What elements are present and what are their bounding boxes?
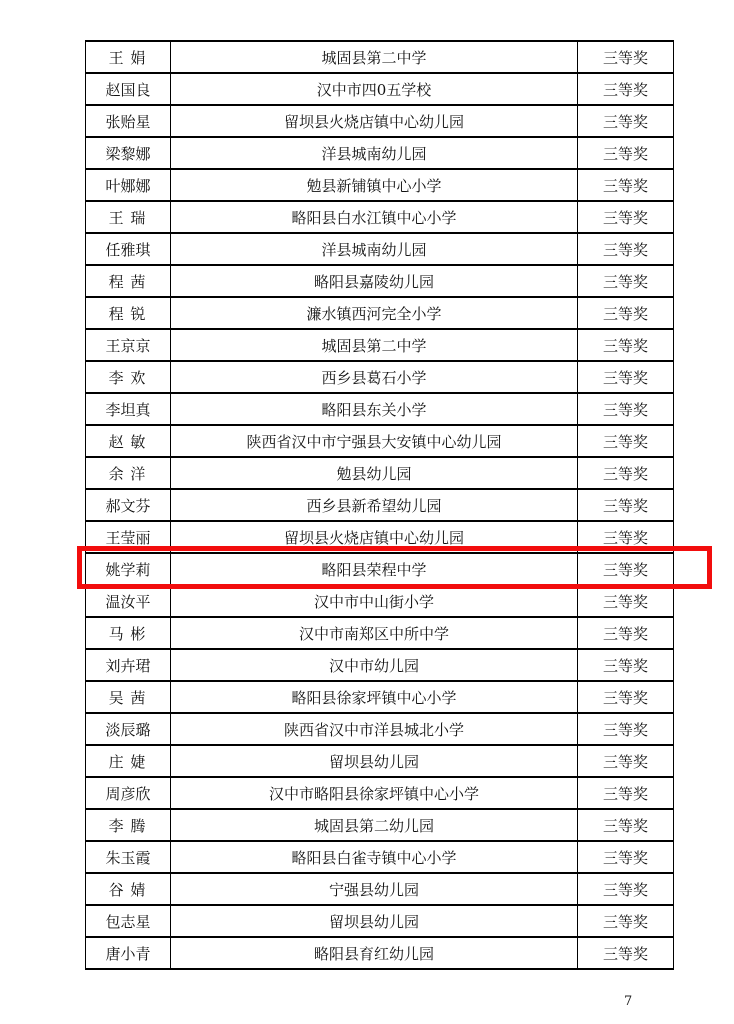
name-cell: 王瑞 xyxy=(86,201,171,233)
table-row xyxy=(86,393,674,425)
school-cell: 略阳县东关小学 xyxy=(171,393,578,425)
award-cell: 三等奖 xyxy=(578,521,674,553)
table-row xyxy=(86,105,674,137)
award-cell: 三等奖 xyxy=(578,873,674,905)
award-table-body xyxy=(86,41,674,969)
school-cell: 洋县城南幼儿园 xyxy=(171,233,578,265)
name-cell: 王京京 xyxy=(86,329,171,361)
table-row xyxy=(86,457,674,489)
award-cell: 三等奖 xyxy=(578,777,674,809)
table-row xyxy=(86,265,674,297)
table-row xyxy=(86,521,674,553)
table-row xyxy=(86,617,674,649)
name-cell: 庄婕 xyxy=(86,745,171,777)
award-cell: 三等奖 xyxy=(578,841,674,873)
award-cell: 三等奖 xyxy=(578,297,674,329)
award-cell: 三等奖 xyxy=(578,681,674,713)
name-cell: 谷婧 xyxy=(86,873,171,905)
award-cell: 三等奖 xyxy=(578,457,674,489)
table-row xyxy=(86,361,674,393)
school-cell: 陕西省汉中市洋县城北小学 xyxy=(171,713,578,745)
award-cell: 三等奖 xyxy=(578,489,674,521)
table-row xyxy=(86,841,674,873)
school-cell: 留坝县火烧店镇中心幼儿园 xyxy=(171,521,578,553)
table-row xyxy=(86,169,674,201)
table-row xyxy=(86,553,674,585)
table-row xyxy=(86,681,674,713)
award-cell: 三等奖 xyxy=(578,553,674,585)
school-cell: 陕西省汉中市宁强县大安镇中心幼儿园 xyxy=(171,425,578,457)
name-cell: 赵国良 xyxy=(86,73,171,105)
name-cell: 吴茜 xyxy=(86,681,171,713)
school-cell: 留坝县幼儿园 xyxy=(171,745,578,777)
school-cell: 勉县幼儿园 xyxy=(171,457,578,489)
award-cell: 三等奖 xyxy=(578,169,674,201)
name-cell: 温汝平 xyxy=(86,585,171,617)
award-cell: 三等奖 xyxy=(578,233,674,265)
award-cell: 三等奖 xyxy=(578,425,674,457)
award-cell: 三等奖 xyxy=(578,393,674,425)
table-row xyxy=(86,41,674,73)
name-cell: 张贻星 xyxy=(86,105,171,137)
award-cell: 三等奖 xyxy=(578,937,674,969)
school-cell: 留坝县幼儿园 xyxy=(171,905,578,937)
school-cell: 西乡县新希望幼儿园 xyxy=(171,489,578,521)
award-cell: 三等奖 xyxy=(578,809,674,841)
name-cell: 周彦欣 xyxy=(86,777,171,809)
school-cell: 汉中市南郑区中所中学 xyxy=(171,617,578,649)
award-cell: 三等奖 xyxy=(578,105,674,137)
school-cell: 汉中市中山街小学 xyxy=(171,585,578,617)
name-cell: 马彬 xyxy=(86,617,171,649)
table-row xyxy=(86,585,674,617)
school-cell: 汉中市幼儿园 xyxy=(171,649,578,681)
name-cell: 余洋 xyxy=(86,457,171,489)
school-cell: 宁强县幼儿园 xyxy=(171,873,578,905)
award-cell: 三等奖 xyxy=(578,137,674,169)
name-cell: 赵敏 xyxy=(86,425,171,457)
award-cell: 三等奖 xyxy=(578,713,674,745)
school-cell: 城固县第二幼儿园 xyxy=(171,809,578,841)
name-cell: 叶娜娜 xyxy=(86,169,171,201)
school-cell: 略阳县白水江镇中心小学 xyxy=(171,201,578,233)
school-cell: 汉中市略阳县徐家坪镇中心小学 xyxy=(171,777,578,809)
name-cell: 梁黎娜 xyxy=(86,137,171,169)
school-cell: 略阳县育红幼儿园 xyxy=(171,937,578,969)
award-cell: 三等奖 xyxy=(578,585,674,617)
name-cell: 李腾 xyxy=(86,809,171,841)
table-row xyxy=(86,649,674,681)
school-cell: 略阳县荣程中学 xyxy=(171,553,578,585)
school-cell: 留坝县火烧店镇中心幼儿园 xyxy=(171,105,578,137)
school-cell: 洋县城南幼儿园 xyxy=(171,137,578,169)
name-cell: 李坦真 xyxy=(86,393,171,425)
name-cell: 朱玉霞 xyxy=(86,841,171,873)
table-row xyxy=(86,489,674,521)
school-cell: 城固县第二中学 xyxy=(171,329,578,361)
award-cell: 三等奖 xyxy=(578,745,674,777)
award-cell: 三等奖 xyxy=(578,329,674,361)
name-cell: 程锐 xyxy=(86,297,171,329)
table-row xyxy=(86,233,674,265)
table-row xyxy=(86,297,674,329)
table-row xyxy=(86,137,674,169)
table-row xyxy=(86,777,674,809)
school-cell: 汉中市四0五学校 xyxy=(171,73,578,105)
name-cell: 姚学莉 xyxy=(86,553,171,585)
award-cell: 三等奖 xyxy=(578,73,674,105)
name-cell: 淡辰璐 xyxy=(86,713,171,745)
name-cell: 唐小青 xyxy=(86,937,171,969)
school-cell: 略阳县徐家坪镇中心小学 xyxy=(171,681,578,713)
school-cell: 城固县第二中学 xyxy=(171,41,578,73)
award-cell: 三等奖 xyxy=(578,201,674,233)
name-cell: 王娟 xyxy=(86,41,171,73)
name-cell: 刘卉珺 xyxy=(86,649,171,681)
name-cell: 郝文芬 xyxy=(86,489,171,521)
school-cell: 勉县新铺镇中心小学 xyxy=(171,169,578,201)
table-row xyxy=(86,201,674,233)
award-cell: 三等奖 xyxy=(578,617,674,649)
table-row xyxy=(86,329,674,361)
school-cell: 略阳县白雀寺镇中心小学 xyxy=(171,841,578,873)
award-table xyxy=(85,40,674,970)
table-row xyxy=(86,425,674,457)
award-cell: 三等奖 xyxy=(578,649,674,681)
award-cell: 三等奖 xyxy=(578,905,674,937)
school-cell: 西乡县葛石小学 xyxy=(171,361,578,393)
school-cell: 略阳县嘉陵幼儿园 xyxy=(171,265,578,297)
school-cell: 濂水镇西河完全小学 xyxy=(171,297,578,329)
page-number: 7 xyxy=(624,994,633,1009)
name-cell: 李欢 xyxy=(86,361,171,393)
name-cell: 程茜 xyxy=(86,265,171,297)
table-row xyxy=(86,73,674,105)
name-cell: 包志星 xyxy=(86,905,171,937)
table-row xyxy=(86,873,674,905)
award-cell: 三等奖 xyxy=(578,41,674,73)
table-row xyxy=(86,937,674,969)
award-cell: 三等奖 xyxy=(578,265,674,297)
name-cell: 任雅琪 xyxy=(86,233,171,265)
table-row xyxy=(86,809,674,841)
award-cell: 三等奖 xyxy=(578,361,674,393)
table-row xyxy=(86,713,674,745)
table-row xyxy=(86,745,674,777)
table-row xyxy=(86,905,674,937)
name-cell: 王莹丽 xyxy=(86,521,171,553)
